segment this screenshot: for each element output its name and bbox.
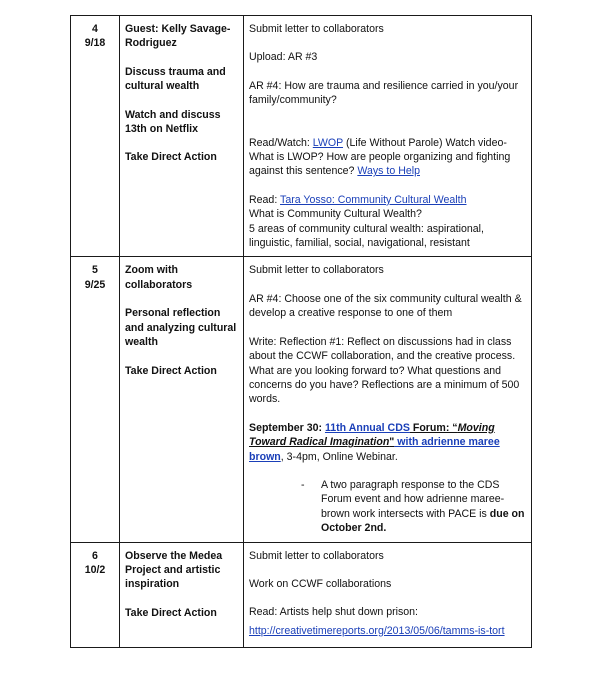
ar-prompt: AR #4: How are trauma and resilience carried in you/your family/community?	[249, 79, 519, 107]
ar-prompt: AR #4: Choose one of the six community cultural wealth & develop a creative response to one of them	[249, 292, 522, 320]
table-row	[71, 257, 532, 542]
ccw-areas: 5 areas of community cultural wealth: aspirational, linguistic, familial, social, navigational, resistant	[249, 222, 484, 250]
topic-item: Observe the Medea Project and artistic inspiration	[125, 549, 223, 591]
week-date: 10/2	[84, 563, 106, 576]
submit-letter: Submit letter to collaborators	[249, 264, 384, 277]
topic-item: Guest: Kelly Savage-Rodriguez	[125, 23, 231, 50]
readwatch-label: Read/Watch:	[249, 136, 313, 149]
table-row	[71, 542, 532, 647]
week-cell	[71, 542, 120, 647]
lwop-link[interactable]: LWOP	[312, 136, 344, 149]
week-cell	[71, 257, 120, 542]
topic-item: Take Direct Action	[125, 151, 217, 164]
topic-cell	[120, 257, 244, 542]
bullet-text: A two paragraph response to the CDS Forum event and how adrienne maree-brown work intersects with PACE is	[321, 478, 505, 520]
week-date: 9/25	[84, 278, 106, 291]
topic-item: Zoom with collaborators	[125, 264, 193, 291]
topic-item: Watch and discuss 13th on Netflix	[125, 108, 221, 136]
topic-cell	[120, 542, 244, 647]
read-item	[249, 193, 526, 251]
topic-cell	[120, 16, 244, 257]
week-number: 6	[92, 549, 98, 562]
topic-item: Take Direct Action	[125, 606, 217, 619]
event-date: September 30:	[249, 421, 325, 434]
bullet-dash: -	[301, 478, 305, 491]
week-date: 9/18	[84, 37, 106, 50]
bullet-due: due on October 2nd.	[321, 507, 525, 535]
bullet-item	[301, 478, 526, 536]
read-label: Read:	[249, 193, 281, 206]
event-item	[249, 421, 526, 464]
event-title: Moving Toward Radical Imagination	[249, 421, 495, 449]
schedule-table	[70, 15, 532, 648]
ccwf-item: Work on CCWF collaborations	[249, 577, 392, 590]
read-text: Read: Artists help shut down prison:	[249, 606, 419, 619]
submit-letter: Submit letter to collaborators	[249, 23, 384, 35]
table-row	[71, 16, 532, 257]
read-item	[249, 605, 526, 638]
week-number: 4	[92, 23, 98, 35]
week-cell	[71, 16, 120, 257]
submit-letter: Submit letter to collaborators	[249, 549, 384, 562]
topic-item: Personal reflection and analyzing cultural wealth	[125, 307, 237, 349]
ways-to-help-link[interactable]: Ways to Help	[357, 165, 420, 178]
event-tail: , 3-4pm, Online Webinar.	[280, 450, 398, 463]
readwatch-item	[249, 136, 526, 179]
event-forum: Forum: “	[409, 421, 458, 434]
readwatch-text: (Life Without Parole) Watch video- What is LWOP? How are people organizing and fighting against this sentence?	[249, 136, 511, 178]
assignment-cell	[244, 542, 532, 647]
yosso-link[interactable]: Tara Yosso: Community Cultural Wealth	[280, 193, 467, 206]
tamms-url-link[interactable]: http://creativetimereports.org/2013/05/06/tamms-is-tort	[249, 624, 505, 637]
event-quote-close: "	[389, 436, 395, 449]
ccw-question: What is Community Cultural Wealth?	[249, 208, 422, 221]
assignment-cell	[244, 257, 532, 542]
week-number: 5	[92, 264, 98, 277]
assignment-cell	[244, 16, 532, 257]
topic-item: Take Direct Action	[125, 364, 217, 377]
topic-item: Discuss trauma and cultural wealth	[125, 65, 226, 93]
adrienne-link[interactable]: with adrienne maree brown	[249, 436, 500, 463]
cds-link[interactable]: 11th Annual CDS	[324, 421, 410, 434]
reflection-prompt: Write: Reflection #1: Reflect on discussions had in class about the CCWF collaboration, and the creative process. What are you looking forward to? What questions and concerns do you have? Reflections are a minimum of 500 words.	[249, 335, 520, 406]
upload-item: Upload: AR #3	[249, 51, 318, 64]
